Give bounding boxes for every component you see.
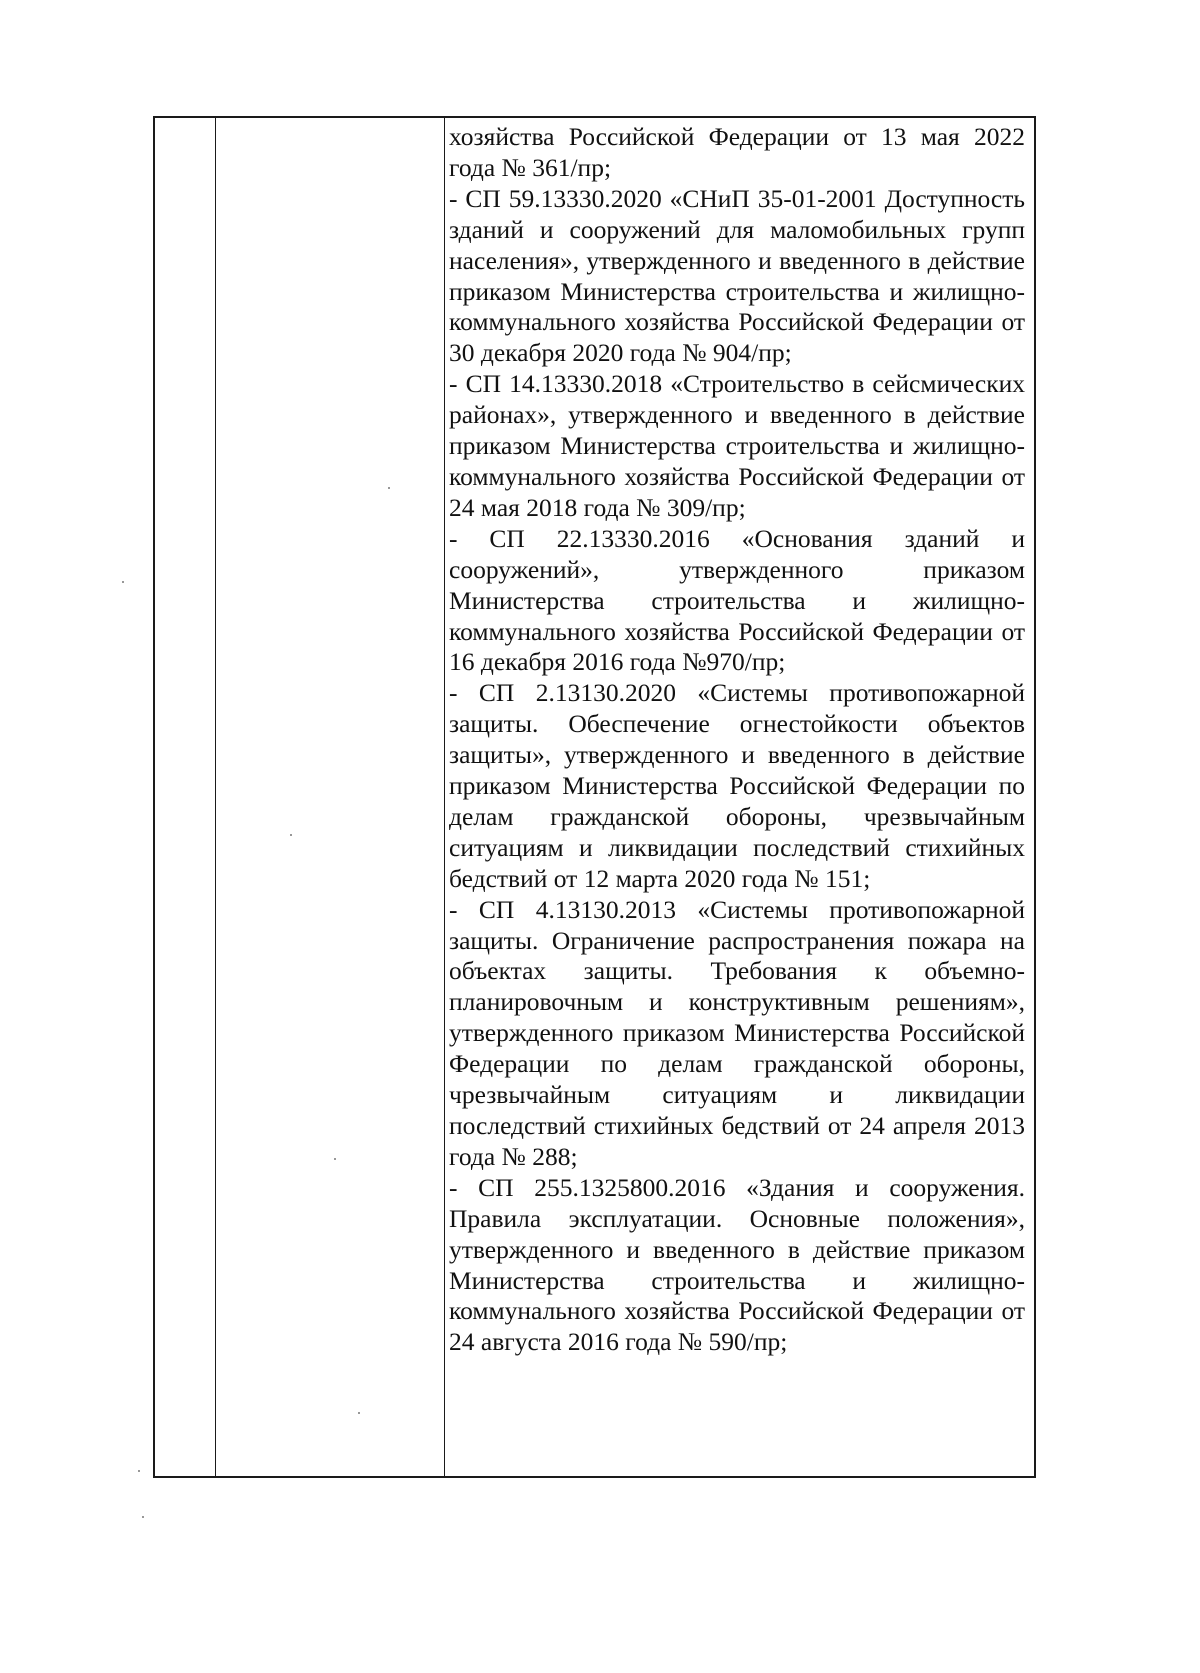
- column-divider-2: [444, 118, 445, 1476]
- paragraph-sp-14: - СП 14.13330.2018 «Строительство в сейсмических районах», утвержденного и введенного в действие приказом Министерства строительства и жилищно-коммунального хозяйства Российской Федерации от 24 мая 2018 года № 309/пр;: [449, 369, 1025, 522]
- scan-speck: [290, 834, 292, 836]
- table-text-cell: [449, 122, 1025, 1358]
- column-divider-1: [215, 118, 216, 1476]
- paragraph-sp-2: - СП 2.13130.2020 «Системы противопожарной защиты. Обеспечение огнестойкости объектов защиты», утвержденного и введенного в действие приказом Министерства Российской Федерации по делам гражданской обороны, чрезвычайным ситуациям и ликвидации последствий стихийных бедствий от 12 марта 2020 года № 151;: [449, 678, 1025, 893]
- paragraph-sp-255: - СП 255.1325800.2016 «Здания и сооружения. Правила эксплуатации. Основные положения», утвержденного и введенного в действие приказом Министерства строительства и жилищно-коммунального хозяйства Российской Федерации от 24 августа 2016 года № 590/пр;: [449, 1172, 1025, 1357]
- paragraph-sp-59: - СП 59.13330.2020 «СНиП 35-01-2001 Доступность зданий и сооружений для маломобильных групп населения», утвержденного и введенного в действие приказом Министерства строительства и жилищно-коммунального хозяйства Российской Федерации от 30 декабря 2020 года № 904/пр;: [449, 183, 1025, 368]
- scan-speck: [334, 1158, 336, 1160]
- scan-speck: [138, 1470, 140, 1472]
- scan-speck: [388, 487, 390, 489]
- paragraph-sp-4: - СП 4.13130.2013 «Системы противопожарной защиты. Ограничение распространения пожара на объектах защиты. Требования к объемно-планировочным и конструктивным решениям», утвержденного приказом Министерства Российской Федерации по делам гражданской обороны, чрезвычайным ситуациям и ликвидации последствий стихийных бедствий от 24 апреля 2013 года № 288;: [449, 894, 1025, 1171]
- scan-speck: [358, 1412, 360, 1414]
- scan-speck: [142, 1516, 144, 1518]
- document-table: [153, 116, 1036, 1478]
- paragraph-continuation: хозяйства Российской Федерации от 13 мая 2022 года № 361/пр;: [449, 122, 1025, 182]
- scan-speck: [122, 581, 124, 583]
- paragraph-sp-22: - СП 22.13330.2016 «Основания зданий и сооружений», утвержденного приказом Министерства строительства и жилищно-коммунального хозяйства Российской Федерации от 16 декабря 2016 года №970/пр;: [449, 523, 1025, 677]
